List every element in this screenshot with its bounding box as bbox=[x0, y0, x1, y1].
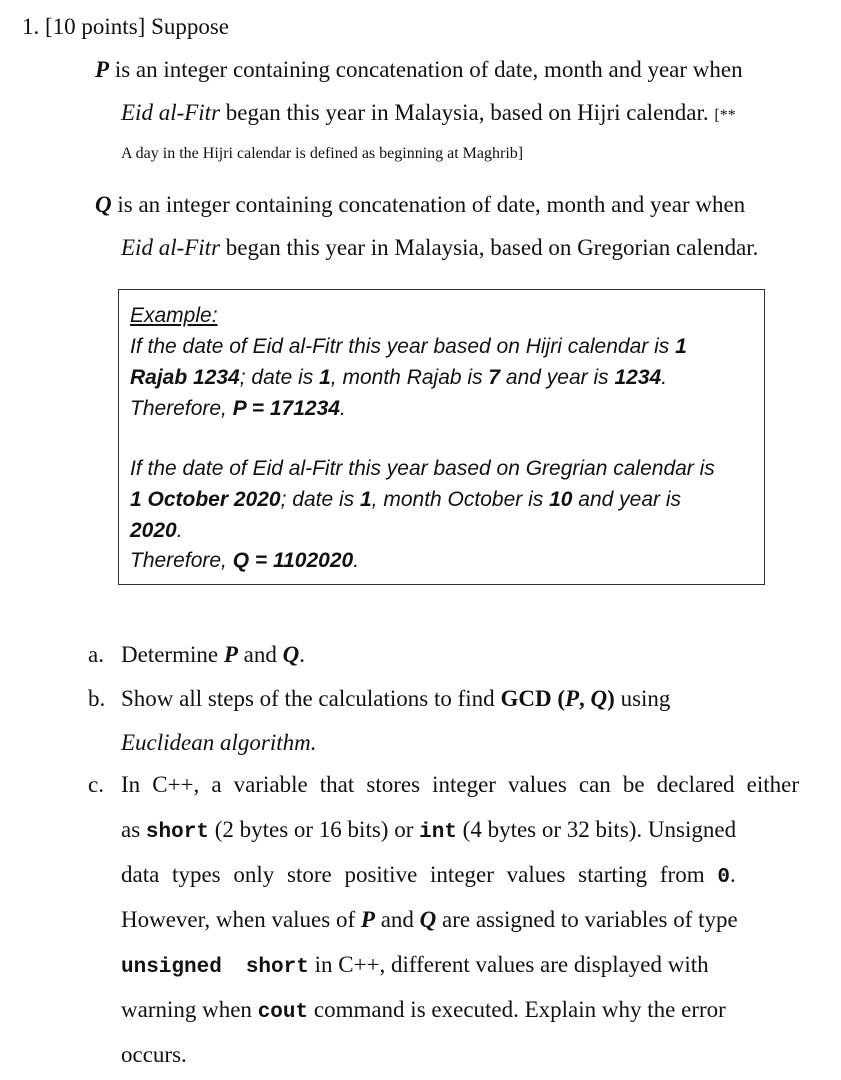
example-2-result: Q = 1102020 bbox=[232, 549, 354, 572]
example-1-text: . bbox=[661, 366, 668, 389]
example-2-line-4 bbox=[130, 547, 359, 575]
part-c-text: (4 bytes or 32 bits). Unsigned bbox=[456, 817, 737, 842]
part-c-text: command is executed. Explain why the error bbox=[308, 997, 726, 1022]
example-1-line-3 bbox=[130, 395, 346, 423]
part-c-line-5 bbox=[121, 950, 709, 983]
example-2-line-2 bbox=[130, 486, 681, 514]
example-1-line-2 bbox=[130, 364, 667, 392]
var-q: Q bbox=[95, 192, 112, 217]
code-unsigned: unsigned bbox=[121, 956, 222, 979]
example-title: Example: bbox=[130, 304, 218, 327]
part-a-text bbox=[121, 640, 305, 670]
part-c-text: (2 bytes or 16 bits) or bbox=[208, 817, 420, 842]
example-2-gregorian-date: 1 October 2020 bbox=[130, 488, 281, 511]
example-1-text: and year is bbox=[500, 366, 615, 389]
comma: , bbox=[579, 686, 591, 711]
part-c-label: c. bbox=[88, 772, 104, 797]
example-2-text: and year is bbox=[572, 488, 681, 511]
example-2-year: 2020 bbox=[130, 519, 177, 542]
example-1-date: 1 bbox=[675, 335, 687, 358]
part-c-line-6 bbox=[121, 995, 726, 1028]
part-c-text: warning when bbox=[121, 997, 258, 1022]
example-2-text: If the date of Eid al-Fitr this year based on Gregrian calendar is bbox=[130, 457, 715, 480]
var-p: P bbox=[360, 907, 375, 932]
q-def-text-1: is an integer containing concatenation of date, month and year when bbox=[111, 192, 746, 217]
q-def-text-2: began this year in Malaysia, based on Gregorian calendar. bbox=[220, 235, 759, 260]
part-a-label: a. bbox=[88, 642, 104, 667]
example-1-month: 7 bbox=[488, 366, 501, 389]
eid-al-fitr: Eid al-Fitr bbox=[121, 235, 221, 260]
p-def-text-1: is an integer containing concatenation of date, month and year when bbox=[109, 57, 743, 82]
part-c-text: in C++, different values are displayed with bbox=[308, 952, 709, 977]
code-zero: 0 bbox=[717, 866, 730, 889]
question-header bbox=[22, 12, 229, 42]
part-c-text: are assigned to variables of type bbox=[436, 907, 738, 932]
paren-close: ) bbox=[607, 686, 615, 711]
p-def-text-2: began this year in Malaysia, based on Hijri calendar. bbox=[220, 100, 715, 125]
question-points: [10 points] bbox=[45, 14, 146, 39]
part-b-using: using bbox=[614, 686, 671, 711]
example-2-text: . bbox=[176, 519, 183, 542]
part-c-text: data types only store positive integer values starting from bbox=[121, 862, 718, 887]
part-c-text: and bbox=[374, 907, 420, 932]
example-1-day: 1 bbox=[319, 366, 331, 389]
part-c-line-4 bbox=[121, 905, 738, 935]
eid-al-fitr: Eid al-Fitr bbox=[121, 100, 221, 125]
code-int: int bbox=[419, 821, 457, 844]
example-1-text: ; date is bbox=[239, 366, 320, 389]
part-b-label: b. bbox=[88, 686, 106, 711]
example-1-result: P = 171234 bbox=[232, 397, 340, 420]
p-definition-line-1 bbox=[95, 55, 743, 85]
var-p: P bbox=[564, 686, 580, 711]
var-p: P bbox=[223, 642, 238, 667]
code-short: short bbox=[145, 821, 209, 844]
example-2-month: 10 bbox=[549, 488, 573, 511]
example-1-text: Therefore, bbox=[130, 397, 233, 420]
part-a-and: and bbox=[237, 642, 283, 667]
part-c-line-1: In C++, a variable that stores integer values can be declared either bbox=[121, 772, 799, 797]
code-cout: cout bbox=[257, 1001, 309, 1024]
example-2-text: , month October is bbox=[371, 488, 550, 511]
var-q: Q bbox=[590, 686, 608, 711]
question-intro: Suppose bbox=[151, 14, 230, 39]
part-b-line-1 bbox=[121, 684, 670, 714]
q-definition-line-2 bbox=[121, 233, 758, 263]
var-q: Q bbox=[419, 907, 437, 932]
q-definition-line-1 bbox=[95, 190, 745, 220]
example-1-year: 1234 bbox=[614, 366, 662, 389]
example-2-text: . bbox=[353, 549, 360, 572]
example-1-hijri-date: Rajab 1234 bbox=[130, 366, 240, 389]
p-definition-line-2 bbox=[121, 98, 736, 128]
part-c-line-2 bbox=[121, 815, 736, 848]
code-short: short bbox=[245, 956, 309, 979]
example-2-text: Therefore, bbox=[130, 549, 233, 572]
part-b-prompt: Show all steps of the calculations to find bbox=[121, 686, 501, 711]
example-1-text: If the date of Eid al-Fitr this year based on Hijri calendar is bbox=[130, 335, 676, 358]
example-2-line-1 bbox=[130, 455, 715, 483]
part-a-period: . bbox=[299, 642, 305, 667]
question-number: 1. bbox=[22, 14, 40, 39]
paren-open: ( bbox=[551, 686, 565, 711]
example-1-line-1 bbox=[130, 333, 687, 361]
example-2-line-3 bbox=[130, 517, 183, 545]
example-2-text: ; date is bbox=[280, 488, 360, 511]
example-1-text: . bbox=[339, 397, 346, 420]
example-2-day: 1 bbox=[359, 488, 372, 511]
part-c-text: as bbox=[121, 817, 146, 842]
part-c-line-7: occurs. bbox=[121, 1042, 187, 1067]
example-1-text: , month Rajab is bbox=[330, 366, 489, 389]
hijri-note: A day in the Hijri calendar is defined as beginning at Maghrib] bbox=[121, 145, 524, 162]
note-start: [** bbox=[714, 107, 736, 124]
euclidean-algorithm: Euclidean algorithm. bbox=[121, 730, 317, 755]
part-c-line-3 bbox=[121, 860, 799, 893]
part-c-text: . bbox=[729, 862, 736, 887]
part-a-prompt: Determine bbox=[121, 642, 224, 667]
part-c-text: However, when values of bbox=[121, 907, 361, 932]
gcd-label: GCD bbox=[500, 686, 552, 711]
var-p: P bbox=[95, 57, 110, 82]
var-q: Q bbox=[282, 642, 300, 667]
